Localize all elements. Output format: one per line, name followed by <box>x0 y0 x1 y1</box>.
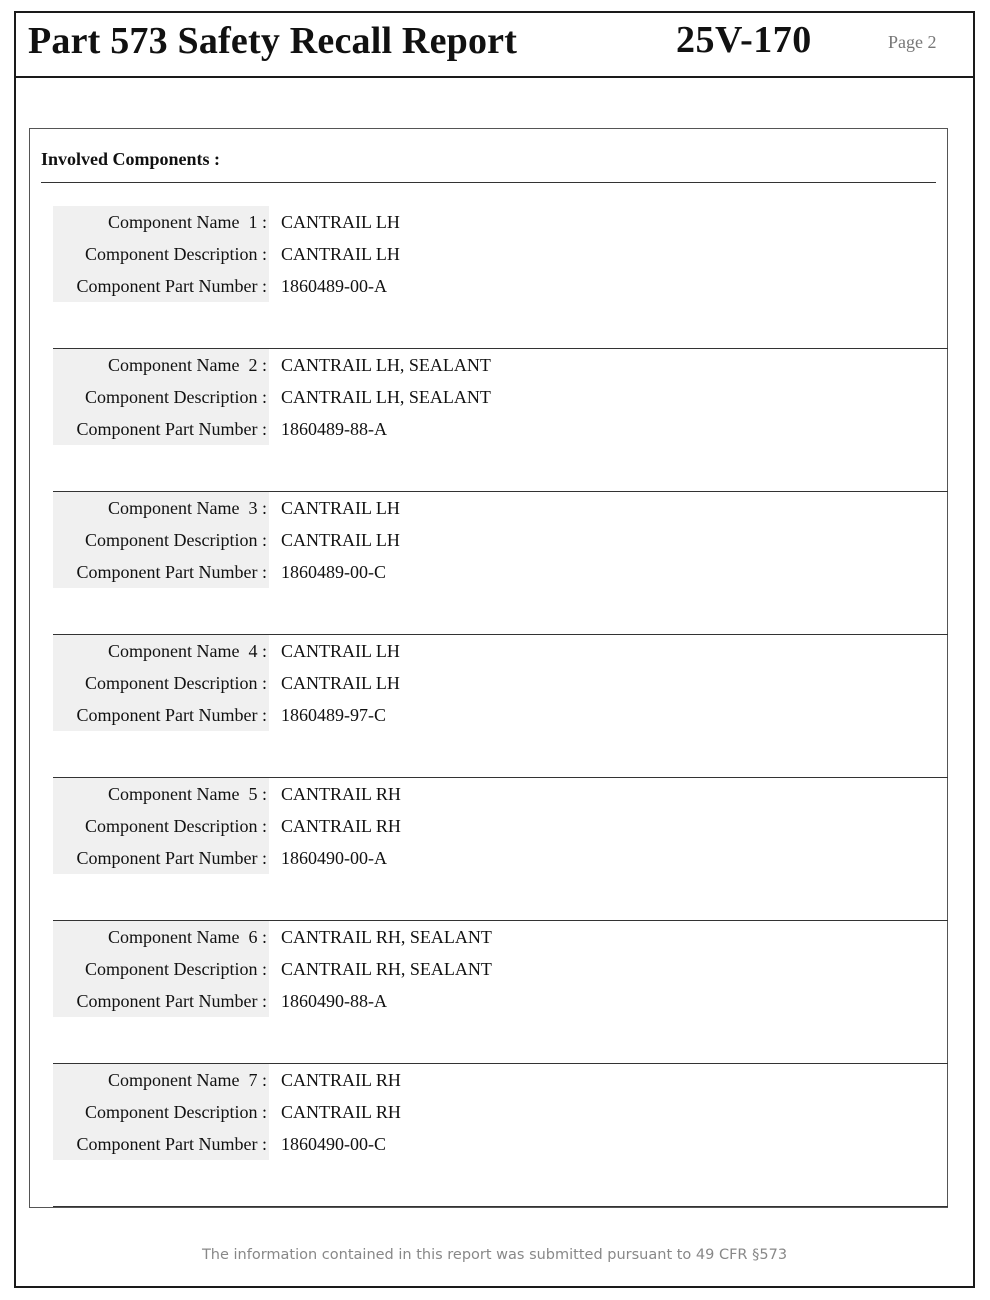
component-entry <box>53 349 948 492</box>
report-header <box>16 13 973 78</box>
component-part-number-label: Component Part Number : <box>76 705 267 725</box>
component-description-label: Component Description : <box>85 816 267 836</box>
component-entry <box>53 921 948 1064</box>
component-entry <box>53 1064 948 1207</box>
recall-number: 25V-170 <box>676 19 812 61</box>
heading-divider <box>41 182 936 183</box>
footer-note: The information contained in this report was submitted pursuant to 49 CFR §573 <box>201 1247 788 1263</box>
page-frame <box>14 11 975 1288</box>
component-list <box>53 206 948 1207</box>
involved-components-section <box>29 128 948 1208</box>
component-description-value: CANTRAIL LH <box>281 673 400 693</box>
component-name-value: CANTRAIL LH, SEALANT <box>281 355 491 375</box>
component-name-label: Component Name 1 : <box>108 212 267 232</box>
component-part-number-value: 1860489-00-A <box>281 276 387 296</box>
component-name-value: CANTRAIL LH <box>281 641 400 661</box>
component-name-value: CANTRAIL RH <box>281 1070 401 1090</box>
component-name-value: CANTRAIL RH, SEALANT <box>281 927 492 947</box>
component-description-value: CANTRAIL LH <box>281 530 400 550</box>
section-heading: Involved Components : <box>41 149 221 169</box>
component-part-number-label: Component Part Number : <box>76 562 267 582</box>
component-description-label: Component Description : <box>85 1102 267 1122</box>
component-description-value: CANTRAIL RH, SEALANT <box>281 959 492 979</box>
component-name-label: Component Name 5 : <box>108 784 267 804</box>
component-description-label: Component Description : <box>85 387 267 407</box>
component-part-number-value: 1860489-00-C <box>281 562 386 582</box>
component-part-number-value: 1860490-00-A <box>281 848 387 868</box>
component-description-value: CANTRAIL RH <box>281 816 401 836</box>
component-part-number-value: 1860489-88-A <box>281 419 387 439</box>
component-description-label: Component Description : <box>85 530 267 550</box>
component-entry <box>53 778 948 921</box>
component-description-value: CANTRAIL RH <box>281 1102 401 1122</box>
component-description-value: CANTRAIL LH, SEALANT <box>281 387 491 407</box>
component-name-value: CANTRAIL LH <box>281 212 400 232</box>
component-name-value: CANTRAIL LH <box>281 498 400 518</box>
component-entry <box>53 206 948 349</box>
component-description-label: Component Description : <box>85 673 267 693</box>
component-name-value: CANTRAIL RH <box>281 784 401 804</box>
component-description-value: CANTRAIL LH <box>281 244 400 264</box>
component-name-label: Component Name 2 : <box>108 355 267 375</box>
component-entry <box>53 635 948 778</box>
component-name-label: Component Name 3 : <box>108 498 267 518</box>
component-entry <box>53 492 948 635</box>
component-description-label: Component Description : <box>85 244 267 264</box>
page-number: Page 2 <box>888 32 937 52</box>
component-part-number-label: Component Part Number : <box>76 1134 267 1154</box>
component-part-number-label: Component Part Number : <box>76 848 267 868</box>
component-part-number-value: 1860490-00-C <box>281 1134 386 1154</box>
component-name-label: Component Name 6 : <box>108 927 267 947</box>
component-name-label: Component Name 4 : <box>108 641 267 661</box>
component-part-number-label: Component Part Number : <box>76 276 267 296</box>
component-name-label: Component Name 7 : <box>108 1070 267 1090</box>
component-part-number-label: Component Part Number : <box>76 419 267 439</box>
component-part-number-value: 1860490-88-A <box>281 991 387 1011</box>
component-part-number-label: Component Part Number : <box>76 991 267 1011</box>
component-part-number-value: 1860489-97-C <box>281 705 386 725</box>
component-description-label: Component Description : <box>85 959 267 979</box>
report-title: Part 573 Safety Recall Report <box>28 20 518 62</box>
